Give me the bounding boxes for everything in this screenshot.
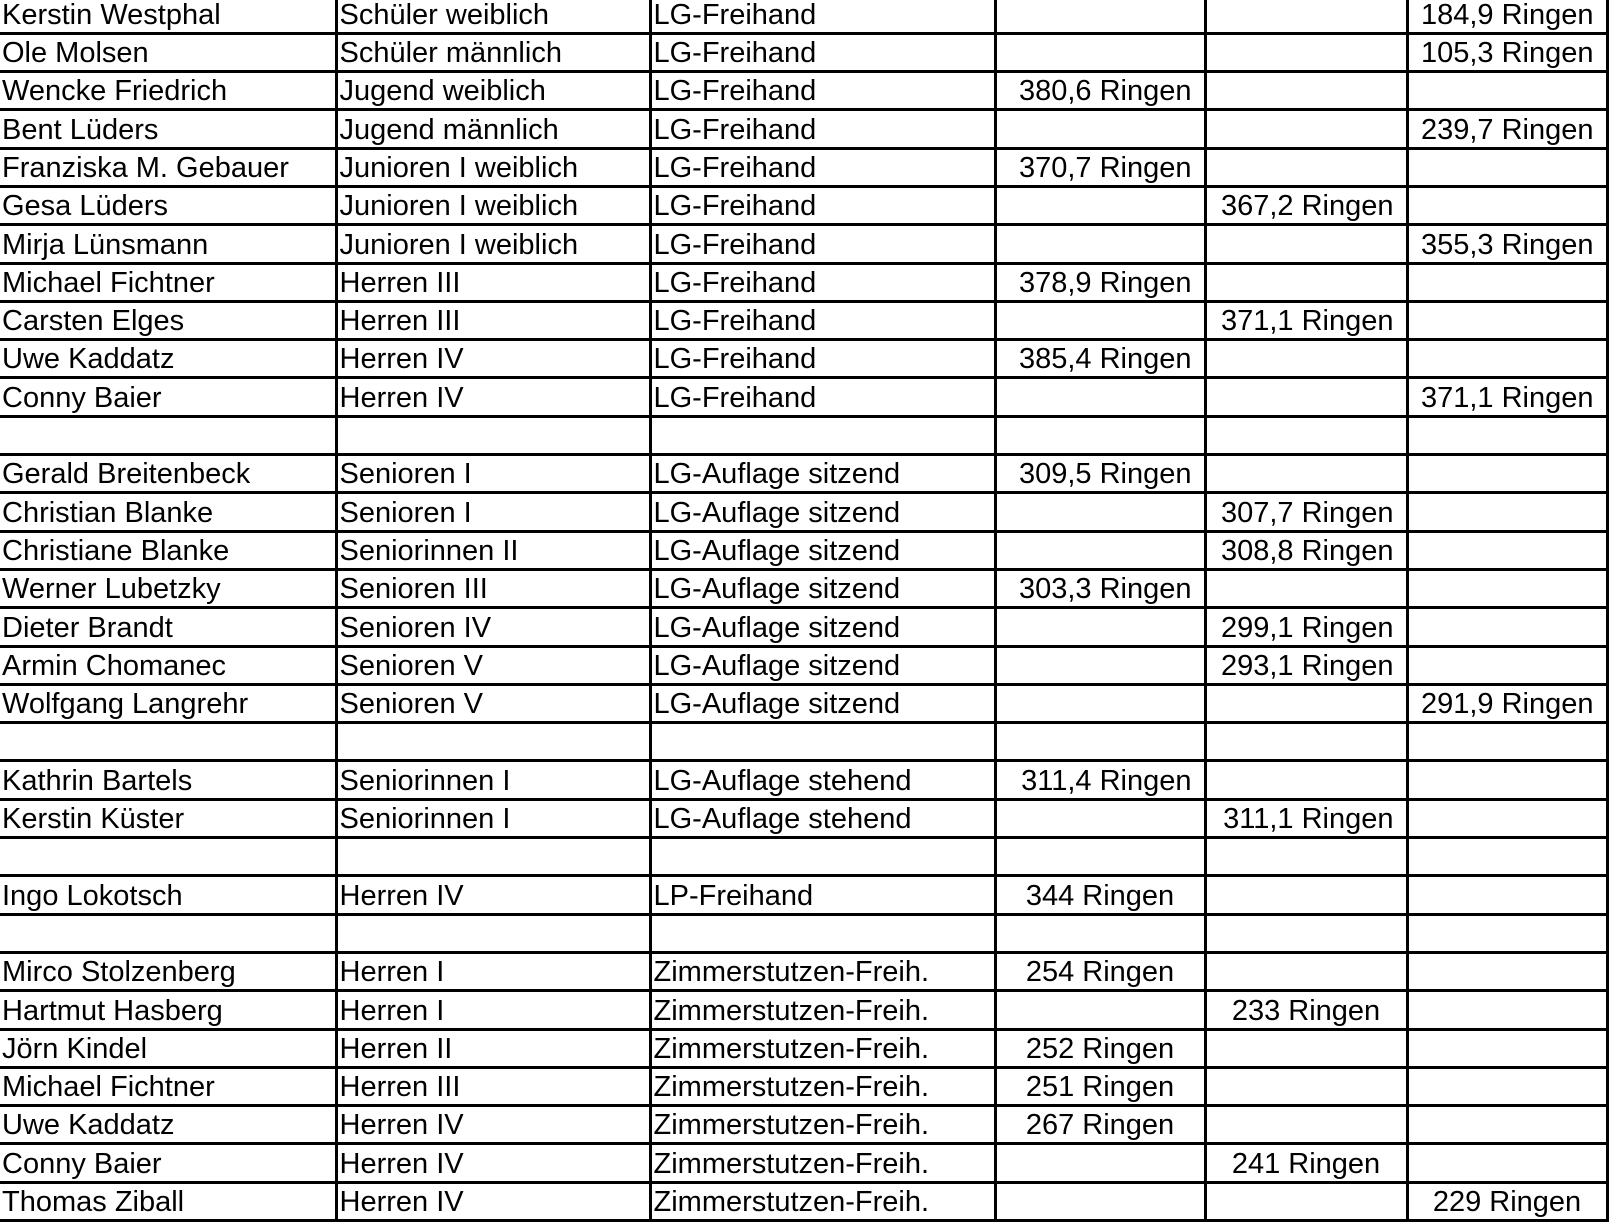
discipline-cell: LP-Freihand [650, 876, 995, 914]
result-col2-cell [1205, 378, 1407, 416]
result-col3-cell [1407, 1067, 1607, 1105]
class-cell: Senioren I [336, 455, 650, 493]
name-cell: Uwe Kaddatz [0, 1106, 336, 1144]
discipline-cell: LG-Auflage sitzend [650, 493, 995, 531]
table-row [0, 876, 1607, 914]
name-cell [0, 914, 336, 952]
table-row [0, 340, 1607, 378]
class-cell: Herren IV [336, 340, 650, 378]
class-cell: Senioren I [336, 493, 650, 531]
class-cell: Jugend weiblich [336, 72, 650, 110]
result-col3-cell [1407, 952, 1607, 990]
table-row [0, 569, 1607, 607]
result-col2-cell: 233 Ringen [1205, 991, 1407, 1029]
table-row [0, 1067, 1607, 1105]
result-col1-cell [995, 531, 1205, 569]
result-col2-cell [1205, 455, 1407, 493]
name-cell: Mirco Stolzenberg [0, 952, 336, 990]
result-col1-cell: 385,4 Ringen [995, 340, 1205, 378]
name-cell: Armin Chomanec [0, 646, 336, 684]
class-cell [336, 416, 650, 454]
class-cell: Schüler männlich [336, 33, 650, 71]
discipline-cell [650, 914, 995, 952]
class-cell: Herren IV [336, 1106, 650, 1144]
result-col3-cell [1407, 416, 1607, 454]
result-col1-cell [995, 1182, 1205, 1220]
result-col2-cell [1205, 1067, 1407, 1105]
result-col3-cell [1407, 1144, 1607, 1182]
result-col2-cell [1205, 33, 1407, 71]
result-col2-cell: 293,1 Ringen [1205, 646, 1407, 684]
name-cell: Bent Lüders [0, 110, 336, 148]
result-col1-cell: 378,9 Ringen [995, 263, 1205, 301]
class-cell: Herren III [336, 1067, 650, 1105]
name-cell: Kerstin Küster [0, 799, 336, 837]
class-cell [336, 914, 650, 952]
result-col1-cell: 267 Ringen [995, 1106, 1205, 1144]
result-col2-cell: 371,1 Ringen [1205, 301, 1407, 339]
result-col3-cell [1407, 838, 1607, 876]
name-cell [0, 723, 336, 761]
result-col1-cell [995, 684, 1205, 722]
result-col2-cell [1205, 761, 1407, 799]
name-cell: Mirja Lünsmann [0, 225, 336, 263]
class-cell: Junioren I weiblich [336, 186, 650, 224]
table-row [0, 684, 1607, 722]
table-row [0, 263, 1607, 301]
discipline-cell: LG-Freihand [650, 110, 995, 148]
result-col3-cell [1407, 991, 1607, 1029]
table-row [0, 493, 1607, 531]
result-col2-cell [1205, 952, 1407, 990]
result-col2-cell [1205, 148, 1407, 186]
result-col1-cell [995, 608, 1205, 646]
result-col3-cell: 291,9 Ringen [1407, 684, 1607, 722]
result-col1-cell [995, 723, 1205, 761]
discipline-cell: LG-Freihand [650, 186, 995, 224]
result-col3-cell: 239,7 Ringen [1407, 110, 1607, 148]
class-cell [336, 838, 650, 876]
name-cell: Conny Baier [0, 378, 336, 416]
result-col1-cell [995, 416, 1205, 454]
result-col2-cell [1205, 0, 1407, 33]
result-col1-cell [995, 914, 1205, 952]
result-col1-cell: 309,5 Ringen [995, 455, 1205, 493]
table-row [0, 1029, 1607, 1067]
result-col1-cell [995, 799, 1205, 837]
result-col3-cell: 184,9 Ringen [1407, 0, 1607, 33]
name-cell [0, 838, 336, 876]
result-col2-cell [1205, 569, 1407, 607]
result-col2-cell: 367,2 Ringen [1205, 186, 1407, 224]
result-col2-cell: 299,1 Ringen [1205, 608, 1407, 646]
name-cell: Hartmut Hasberg [0, 991, 336, 1029]
name-cell: Ole Molsen [0, 33, 336, 71]
result-col1-cell [995, 33, 1205, 71]
name-cell: Christian Blanke [0, 493, 336, 531]
result-col1-cell [995, 225, 1205, 263]
name-cell: Jörn Kindel [0, 1029, 336, 1067]
table-row [0, 608, 1607, 646]
discipline-cell: LG-Freihand [650, 340, 995, 378]
discipline-cell: LG-Auflage sitzend [650, 608, 995, 646]
class-cell: Seniorinnen II [336, 531, 650, 569]
name-cell: Dieter Brandt [0, 608, 336, 646]
result-col3-cell [1407, 263, 1607, 301]
name-cell: Michael Fichtner [0, 263, 336, 301]
result-col2-cell [1205, 72, 1407, 110]
class-cell: Senioren IV [336, 608, 650, 646]
discipline-cell: LG-Freihand [650, 301, 995, 339]
class-cell: Herren IV [336, 876, 650, 914]
name-cell: Thomas Ziball [0, 1182, 336, 1220]
class-cell: Schüler weiblich [336, 0, 650, 33]
result-col2-cell: 311,1 Ringen [1205, 799, 1407, 837]
class-cell: Junioren I weiblich [336, 225, 650, 263]
result-col3-cell: 371,1 Ringen [1407, 378, 1607, 416]
name-cell [0, 416, 336, 454]
class-cell: Herren I [336, 952, 650, 990]
discipline-cell: Zimmerstutzen-Freih. [650, 1182, 995, 1220]
discipline-cell: LG-Freihand [650, 378, 995, 416]
discipline-cell: LG-Freihand [650, 33, 995, 71]
result-col2-cell [1205, 684, 1407, 722]
result-col3-cell [1407, 186, 1607, 224]
table-row [0, 531, 1607, 569]
result-col2-cell [1205, 914, 1407, 952]
name-cell: Ingo Lokotsch [0, 876, 336, 914]
discipline-cell: Zimmerstutzen-Freih. [650, 991, 995, 1029]
discipline-cell: LG-Auflage sitzend [650, 684, 995, 722]
class-cell [336, 723, 650, 761]
result-col3-cell [1407, 608, 1607, 646]
result-col1-cell: 370,7 Ringen [995, 148, 1205, 186]
result-col3-cell [1407, 646, 1607, 684]
table-row [0, 72, 1607, 110]
class-cell: Senioren III [336, 569, 650, 607]
result-col1-cell [995, 493, 1205, 531]
result-col1-cell [995, 0, 1205, 33]
discipline-cell: LG-Freihand [650, 225, 995, 263]
table-row [0, 301, 1607, 339]
result-col3-cell [1407, 723, 1607, 761]
result-col3-cell [1407, 72, 1607, 110]
result-col2-cell [1205, 263, 1407, 301]
result-col3-cell [1407, 1029, 1607, 1067]
result-col1-cell: 380,6 Ringen [995, 72, 1205, 110]
result-col2-cell [1205, 1106, 1407, 1144]
result-col1-cell [995, 301, 1205, 339]
class-cell: Junioren I weiblich [336, 148, 650, 186]
name-cell: Carsten Elges [0, 301, 336, 339]
table-row [0, 148, 1607, 186]
discipline-cell [650, 723, 995, 761]
class-cell: Herren III [336, 263, 650, 301]
class-cell: Senioren V [336, 684, 650, 722]
result-col1-cell [995, 1144, 1205, 1182]
table-row [0, 914, 1607, 952]
table-row [0, 225, 1607, 263]
table-row [0, 952, 1607, 990]
result-col3-cell: 229 Ringen [1407, 1182, 1607, 1220]
result-col2-cell [1205, 1029, 1407, 1067]
result-col1-cell [995, 110, 1205, 148]
result-col3-cell [1407, 914, 1607, 952]
name-cell: Franziska M. Gebauer [0, 148, 336, 186]
table-row [0, 110, 1607, 148]
class-cell: Herren IV [336, 1144, 650, 1182]
name-cell: Wolfgang Langrehr [0, 684, 336, 722]
table-row [0, 1144, 1607, 1182]
class-cell: Herren IV [336, 1182, 650, 1220]
discipline-cell: LG-Auflage sitzend [650, 646, 995, 684]
result-col3-cell [1407, 1106, 1607, 1144]
result-col2-cell [1205, 876, 1407, 914]
result-col2-cell [1205, 416, 1407, 454]
class-cell: Jugend männlich [336, 110, 650, 148]
result-col3-cell [1407, 569, 1607, 607]
table-row [0, 1106, 1607, 1144]
discipline-cell [650, 838, 995, 876]
discipline-cell: LG-Auflage stehend [650, 799, 995, 837]
name-cell: Gesa Lüders [0, 186, 336, 224]
table-row [0, 799, 1607, 837]
table-row [0, 0, 1607, 33]
result-col2-cell [1205, 340, 1407, 378]
class-cell: Herren III [336, 301, 650, 339]
discipline-cell: LG-Freihand [650, 148, 995, 186]
result-col3-cell: 355,3 Ringen [1407, 225, 1607, 263]
class-cell: Senioren V [336, 646, 650, 684]
result-col3-cell [1407, 799, 1607, 837]
result-col1-cell: 344 Ringen [995, 876, 1205, 914]
discipline-cell: LG-Auflage sitzend [650, 531, 995, 569]
table-row [0, 991, 1607, 1029]
result-col1-cell: 254 Ringen [995, 952, 1205, 990]
result-col3-cell [1407, 301, 1607, 339]
result-col2-cell: 308,8 Ringen [1205, 531, 1407, 569]
class-cell: Herren IV [336, 378, 650, 416]
table-row [0, 723, 1607, 761]
table-row [0, 378, 1607, 416]
name-cell: Kathrin Bartels [0, 761, 336, 799]
discipline-cell: LG-Freihand [650, 72, 995, 110]
result-col2-cell [1205, 723, 1407, 761]
result-col2-cell: 307,7 Ringen [1205, 493, 1407, 531]
name-cell: Conny Baier [0, 1144, 336, 1182]
result-col1-cell [995, 378, 1205, 416]
result-col2-cell [1205, 225, 1407, 263]
result-col1-cell: 252 Ringen [995, 1029, 1205, 1067]
discipline-cell [650, 416, 995, 454]
result-col3-cell [1407, 148, 1607, 186]
result-col3-cell [1407, 761, 1607, 799]
result-col2-cell [1205, 110, 1407, 148]
table-row [0, 33, 1607, 71]
discipline-cell: LG-Auflage sitzend [650, 569, 995, 607]
table-row [0, 838, 1607, 876]
result-col1-cell [995, 186, 1205, 224]
discipline-cell: LG-Auflage sitzend [650, 455, 995, 493]
result-col3-cell [1407, 340, 1607, 378]
discipline-cell: Zimmerstutzen-Freih. [650, 952, 995, 990]
result-col1-cell: 303,3 Ringen [995, 569, 1205, 607]
result-col1-cell [995, 646, 1205, 684]
result-col1-cell [995, 838, 1205, 876]
result-col3-cell [1407, 531, 1607, 569]
table-row [0, 646, 1607, 684]
class-cell: Herren II [336, 1029, 650, 1067]
class-cell: Seniorinnen I [336, 761, 650, 799]
discipline-cell: Zimmerstutzen-Freih. [650, 1067, 995, 1105]
result-col1-cell [995, 991, 1205, 1029]
result-col3-cell [1407, 493, 1607, 531]
discipline-cell: LG-Freihand [650, 263, 995, 301]
discipline-cell: Zimmerstutzen-Freih. [650, 1106, 995, 1144]
name-cell: Wencke Friedrich [0, 72, 336, 110]
result-col1-cell: 251 Ringen [995, 1067, 1205, 1105]
result-col1-cell: 311,4 Ringen [995, 761, 1205, 799]
result-col2-cell [1205, 838, 1407, 876]
table-row [0, 186, 1607, 224]
name-cell: Werner Lubetzky [0, 569, 336, 607]
result-col3-cell [1407, 876, 1607, 914]
table-row [0, 761, 1607, 799]
name-cell: Christiane Blanke [0, 531, 336, 569]
name-cell: Michael Fichtner [0, 1067, 336, 1105]
class-cell: Herren I [336, 991, 650, 1029]
discipline-cell: Zimmerstutzen-Freih. [650, 1029, 995, 1067]
name-cell: Kerstin Westphal [0, 0, 336, 33]
discipline-cell: Zimmerstutzen-Freih. [650, 1144, 995, 1182]
discipline-cell: LG-Freihand [650, 0, 995, 33]
name-cell: Uwe Kaddatz [0, 340, 336, 378]
result-col3-cell: 105,3 Ringen [1407, 33, 1607, 71]
result-col3-cell [1407, 455, 1607, 493]
class-cell: Seniorinnen I [336, 799, 650, 837]
table-row [0, 1182, 1607, 1220]
table-row [0, 416, 1607, 454]
result-col2-cell: 241 Ringen [1205, 1144, 1407, 1182]
discipline-cell: LG-Auflage stehend [650, 761, 995, 799]
name-cell: Gerald Breitenbeck [0, 455, 336, 493]
result-col2-cell [1205, 1182, 1407, 1220]
table-row [0, 455, 1607, 493]
